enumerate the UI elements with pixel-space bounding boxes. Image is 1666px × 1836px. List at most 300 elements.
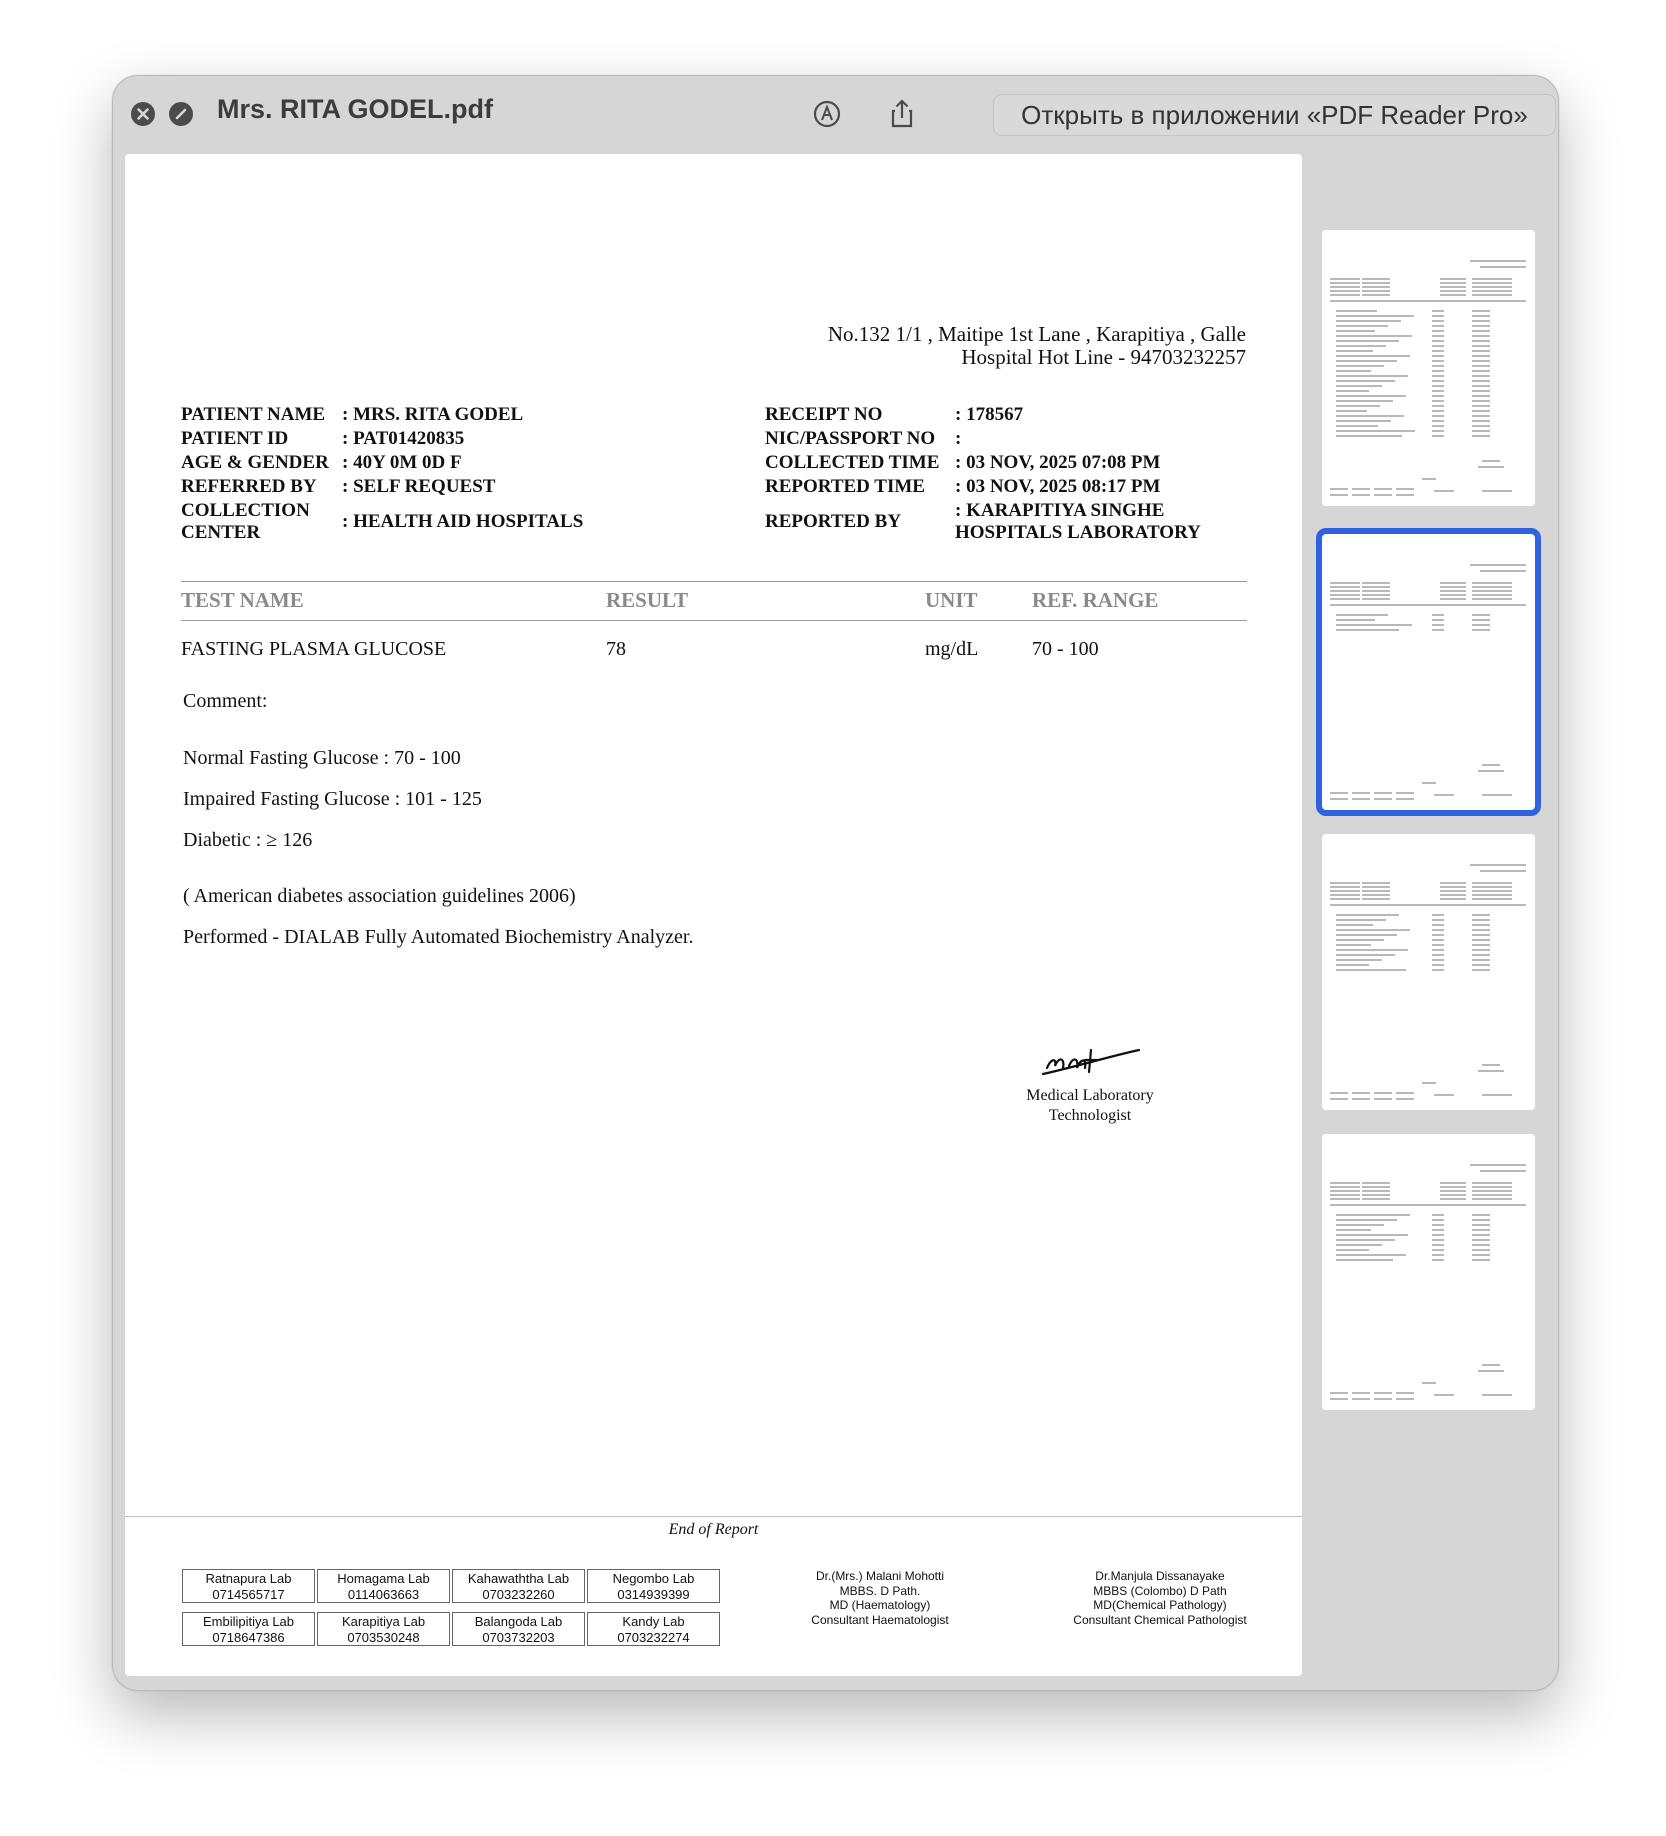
thumbnail-text-line [1432, 415, 1444, 417]
thumbnail-text-line [1362, 886, 1390, 888]
thumbnail-text-line [1432, 330, 1444, 332]
lab-phone: 0718647386 [212, 1630, 285, 1645]
thumbnail-text-line [1440, 278, 1466, 280]
share-icon[interactable] [884, 96, 920, 132]
thumbnail-text-line [1480, 266, 1526, 268]
thumbnail-text-line [1472, 385, 1490, 387]
thumbnail-text-line [1472, 380, 1490, 382]
thumbnail-text-line [1472, 290, 1512, 292]
thumbnail-text-line [1472, 425, 1490, 427]
thumbnail-text-line [1362, 890, 1390, 892]
thumbnail-text-line [1336, 390, 1369, 392]
thumbnail-text-line [1472, 949, 1490, 951]
thumbnail-text-line [1440, 1194, 1466, 1196]
col-test-name: TEST NAME [181, 588, 304, 612]
thumbnail-text-line [1352, 494, 1370, 496]
lab-name: Homagama Lab [337, 1571, 430, 1586]
thumbnail-text-line [1480, 570, 1526, 572]
thumbnail-text-line [1440, 286, 1466, 288]
thumbnail-text-line [1432, 629, 1444, 631]
thumbnail-text-line [1362, 278, 1390, 280]
thumbnail-text-line [1472, 924, 1490, 926]
patient-name-value: : MRS. RITA GODEL [342, 404, 524, 425]
lab-name: Karapitiya Lab [341, 1614, 426, 1629]
thumbnail-text-line [1336, 350, 1373, 352]
thumbnail-text-line [1440, 882, 1466, 884]
thumbnail-text-line [1336, 629, 1399, 631]
thumbnail-text-line [1330, 1092, 1348, 1094]
preview-window [112, 75, 1559, 1691]
thumbnail-text-line [1362, 598, 1390, 600]
thumbnail-text-line [1330, 494, 1348, 496]
thumbnail-text-line [1330, 886, 1360, 888]
thumbnail-text-line [1472, 1249, 1490, 1251]
thumbnail-text-line [1478, 1370, 1504, 1372]
thumbnail-text-line [1440, 1186, 1466, 1188]
thumbnail-text-line [1440, 586, 1466, 588]
pdf-page[interactable] [125, 154, 1302, 1676]
thumbnail-text-line [1352, 488, 1370, 490]
thumbnail-text-line [1336, 385, 1382, 387]
thumbnail-text-line [1330, 890, 1360, 892]
thumbnail-text-line [1352, 1392, 1370, 1394]
collected-time-label: COLLECTED TIME [765, 452, 940, 473]
comment-heading: Comment: [183, 690, 268, 712]
thumbnail-text-line [1472, 1234, 1490, 1236]
result-cell: 78 [606, 638, 626, 660]
thumbnail-text-line [1330, 282, 1360, 284]
thumbnail-text-line [1330, 882, 1360, 884]
thumbnail-text-line [1434, 490, 1454, 492]
thumbnail-text-line [1440, 290, 1466, 292]
thumbnail-text-line [1472, 629, 1490, 631]
thumbnail-text-line [1362, 286, 1390, 288]
thumbnail-text-line [1336, 1229, 1371, 1231]
thumbnail-text-line [1472, 315, 1490, 317]
thumbnail-text-line [1432, 405, 1444, 407]
thumbnail-text-line [1432, 1239, 1444, 1241]
thumbnail-text-line [1330, 582, 1360, 584]
thumbnail-text-line [1330, 1392, 1348, 1394]
unit-cell: mg/dL [925, 638, 979, 660]
thumbnail-text-line [1472, 1182, 1512, 1184]
thumbnail-text-line [1330, 792, 1348, 794]
thumbnail-text-line [1336, 355, 1410, 357]
thumbnail-text-line [1330, 598, 1360, 600]
thumbnail-text-line [1472, 586, 1512, 588]
comment-normal: Normal Fasting Glucose : 70 - 100 [183, 747, 461, 769]
thumbnail-text-line [1432, 969, 1444, 971]
thumbnail-text-line [1336, 400, 1393, 402]
thumbnail-text-line [1482, 460, 1500, 462]
thumbnail-text-line [1480, 1170, 1526, 1172]
collection-center-value: : HEALTH AID HOSPITALS [342, 511, 584, 532]
thumbnail-text-line [1432, 964, 1444, 966]
thumbnail-text-line [1472, 614, 1490, 616]
reported-time-value: : 03 NOV, 2025 08:17 PM [955, 476, 1161, 497]
thumbnail-text-line [1472, 1214, 1490, 1216]
thumbnail-text-line [1362, 1198, 1390, 1200]
thumbnail-text-line [1434, 1394, 1454, 1396]
thumbnail-text-line [1336, 430, 1415, 432]
thumbnail-text-line [1422, 478, 1436, 480]
thumbnail-text-line [1440, 1198, 1466, 1200]
thumbnail-text-line [1336, 959, 1382, 961]
thumbnail-text-line [1336, 345, 1386, 347]
lab-box [452, 1612, 585, 1646]
thumbnail-text-line [1472, 365, 1490, 367]
thumbnail-text-line [1472, 1259, 1490, 1261]
signature-title-1: Medical Laboratory [1026, 1087, 1154, 1104]
comment-diabetic: Diabetic : ≥ 126 [183, 829, 313, 851]
thumbnail-text-line [1432, 320, 1444, 322]
thumbnail-text-line [1362, 282, 1390, 284]
thumbnail-text-line [1472, 435, 1490, 437]
thumbnail-text-line [1330, 1198, 1360, 1200]
thumbnail-text-line [1432, 315, 1444, 317]
header-address: No.132 1/1 , Maitipe 1st Lane , Karapitiya , Galle [827, 322, 1246, 346]
page-thumbnail-3[interactable] [1322, 834, 1535, 1110]
lab-phone: 0314939399 [617, 1587, 690, 1602]
thumbnail-text-line [1330, 898, 1360, 900]
thumbnail-text-line [1330, 1190, 1360, 1192]
thumbnail-text-line [1472, 375, 1490, 377]
thumbnail-text-line [1472, 964, 1490, 966]
thumbnail-text-line [1374, 1392, 1392, 1394]
lab-phone: 0703232260 [482, 1587, 555, 1602]
thumbnail-text-line [1330, 904, 1526, 906]
thumbnail-text-line [1330, 1098, 1348, 1100]
collection-center-label-1: COLLECTION [181, 500, 310, 521]
lab-name: Negombo Lab [612, 1571, 695, 1586]
thumbnail-text-line [1422, 782, 1436, 784]
thumbnail-text-line [1440, 282, 1466, 284]
thumbnail-text-line [1336, 375, 1408, 377]
thumbnail-text-line [1330, 594, 1360, 596]
lab-name: Embilipitiya Lab [202, 1614, 295, 1629]
thumbnail-text-line [1440, 582, 1466, 584]
thumbnail-text-line [1472, 939, 1490, 941]
thumbnail-text-line [1362, 582, 1390, 584]
lab-phone: 0114063663 [347, 1587, 420, 1602]
comment-performed: Performed - DIALAB Fully Automated Biochemistry Analyzer. [183, 926, 694, 948]
thumbnail-text-line [1440, 1190, 1466, 1192]
comment-source: ( American diabetes association guidelines 2006) [183, 885, 576, 907]
thumbnail-text-line [1422, 1382, 1436, 1384]
signature-image [1041, 1044, 1141, 1078]
thumbnail-text-line [1330, 1398, 1348, 1400]
thumbnail-text-line [1432, 365, 1444, 367]
window-title: Mrs. RITA GODEL.pdf [217, 94, 493, 124]
thumbnail-text-line [1432, 1244, 1444, 1246]
thumbnail-text-line [1396, 488, 1414, 490]
thumbnail-text-line [1472, 619, 1490, 621]
thumbnail-text-line [1472, 355, 1490, 357]
collection-center-label-2: CENTER [181, 522, 261, 543]
thumbnail-text-line [1472, 294, 1512, 296]
thumbnail-text-line [1472, 335, 1490, 337]
doctor-title: Consultant Chemical Pathologist [1073, 1612, 1247, 1627]
thumbnail-text-line [1432, 340, 1444, 342]
thumbnail-text-line [1472, 1254, 1490, 1256]
thumbnail-text-line [1362, 590, 1390, 592]
thumbnail-text-line [1472, 882, 1512, 884]
markup-icon[interactable] [809, 96, 845, 132]
thumbnail-text-line [1336, 415, 1404, 417]
thumbnail-text-line [1472, 929, 1490, 931]
thumbnail-text-line [1432, 614, 1444, 616]
thumbnail-text-line [1336, 335, 1412, 337]
thumbnail-text-line [1336, 929, 1410, 931]
thumbnail-text-line [1472, 370, 1490, 372]
thumbnail-text-line [1330, 286, 1360, 288]
thumbnail-text-line [1374, 792, 1392, 794]
thumbnail-text-line [1336, 624, 1412, 626]
table-header-rule [181, 620, 1247, 621]
thumbnail-text-line [1336, 420, 1391, 422]
thumbnail-text-line [1352, 1092, 1370, 1094]
lab-phone: 0703732203 [482, 1630, 555, 1645]
doctor-qual: MD(Chemical Pathology) [1093, 1598, 1227, 1612]
thumbnail-text-line [1336, 1234, 1408, 1236]
thumbnail-text-line [1362, 898, 1390, 900]
thumbnail-text-line [1396, 1398, 1414, 1400]
thumbnail-text-line [1432, 335, 1444, 337]
nic-passport-value: : [955, 428, 962, 449]
thumbnail-text-line [1330, 1204, 1526, 1206]
thumbnail-text-line [1482, 1094, 1512, 1096]
thumbnail-text-line [1432, 435, 1444, 437]
page-thumbnail-2[interactable] [1322, 534, 1535, 810]
thumbnail-text-line [1434, 794, 1454, 796]
thumbnail-text-line [1472, 390, 1490, 392]
page-thumbnail-1[interactable] [1322, 230, 1535, 506]
thumbnail-text-line [1472, 1229, 1490, 1231]
thumbnail-text-line [1472, 919, 1490, 921]
thumbnail-text-line [1352, 792, 1370, 794]
thumbnail-text-line [1432, 949, 1444, 951]
thumbnail-text-line [1336, 405, 1380, 407]
thumbnail-text-line [1336, 1249, 1369, 1251]
doctor-name: Dr.(Mrs.) Malani Mohotti [815, 1569, 945, 1583]
thumbnail-text-line [1336, 1224, 1384, 1226]
comment-impaired: Impaired Fasting Glucose : 101 - 125 [183, 788, 482, 810]
thumbnail-text-line [1432, 1249, 1444, 1251]
thumbnail-text-line [1472, 286, 1512, 288]
thumbnail-text-line [1440, 894, 1466, 896]
thumbnail-text-line [1432, 934, 1444, 936]
collected-time-value: : 03 NOV, 2025 07:08 PM [955, 452, 1161, 473]
thumbnail-text-line [1432, 1219, 1444, 1221]
lab-phone: 0703530248 [347, 1630, 420, 1645]
thumbnail-text-line [1432, 1234, 1444, 1236]
reported-by-label: REPORTED BY [765, 511, 902, 532]
reported-by-value-1: : KARAPITIYA SINGHE [955, 500, 1165, 521]
doctor-haematologist [780, 1569, 980, 1627]
thumbnail-text-line [1336, 934, 1397, 936]
table-top-rule [181, 581, 1247, 582]
thumbnail-text-line [1472, 1198, 1512, 1200]
thumbnail-text-line [1472, 890, 1512, 892]
doctor-qual: MBBS. D Path. [839, 1583, 921, 1598]
thumbnail-text-line [1440, 598, 1466, 600]
doctor-qual: MBBS (Colombo) D Path [1093, 1583, 1227, 1598]
title-bar [113, 76, 1558, 154]
thumbnail-text-line [1472, 590, 1512, 592]
lab-box [182, 1612, 315, 1646]
thumbnail-text-line [1374, 798, 1392, 800]
thumbnail-text-line [1434, 1094, 1454, 1096]
reported-by-value-2: HOSPITALS LABORATORY [955, 522, 1201, 543]
thumbnail-text-line [1362, 882, 1390, 884]
thumbnail-text-line [1336, 619, 1375, 621]
thumbnail-text-line [1472, 959, 1490, 961]
referred-by-value: : SELF REQUEST [342, 476, 496, 497]
thumbnail-text-line [1362, 894, 1390, 896]
lab-name: Ratnapura Lab [205, 1571, 292, 1586]
thumbnail-text-line [1330, 1182, 1360, 1184]
thumbnail-text-line [1472, 330, 1490, 332]
thumbnail-text-line [1440, 898, 1466, 900]
thumbnail-text-line [1470, 1164, 1526, 1166]
thumbnail-text-line [1396, 792, 1414, 794]
thumbnail-text-line [1432, 370, 1444, 372]
thumbnail-text-line [1336, 410, 1367, 412]
thumbnail-text-line [1374, 488, 1392, 490]
thumbnail-text-line [1432, 420, 1444, 422]
thumbnail-text-line [1482, 1394, 1512, 1396]
thumbnail-text-line [1472, 410, 1490, 412]
thumbnail-text-line [1422, 1082, 1436, 1084]
thumbnail-text-line [1396, 1098, 1414, 1100]
doctor-qual: MD (Haematology) [829, 1598, 931, 1612]
thumbnail-text-line [1336, 360, 1397, 362]
thumbnail-text-line [1472, 934, 1490, 936]
thumbnail-text-line [1472, 1224, 1490, 1226]
thumbnail-text-line [1362, 1190, 1390, 1192]
receipt-no-label: RECEIPT NO [765, 404, 883, 425]
open-in-app-button[interactable]: Открыть в приложении «PDF Reader Pro» [993, 94, 1556, 136]
thumbnail-text-line [1472, 1219, 1490, 1221]
thumbnail-text-line [1336, 1254, 1406, 1256]
thumbnail-text-line [1362, 1194, 1390, 1196]
thumbnail-text-line [1432, 914, 1444, 916]
thumbnail-text-line [1472, 894, 1512, 896]
receipt-no-value: : 178567 [955, 404, 1024, 425]
thumbnail-text-line [1336, 1219, 1397, 1221]
thumbnail-text-line [1470, 864, 1526, 866]
thumbnail-text-line [1432, 380, 1444, 382]
lab-name: Kandy Lab [622, 1614, 685, 1629]
thumbnail-text-line [1440, 294, 1466, 296]
doctor-chemical-pathologist [1055, 1569, 1265, 1627]
thumbnail-text-line [1432, 390, 1444, 392]
lab-phone: 0703232274 [617, 1630, 690, 1645]
thumbnail-text-line [1472, 969, 1490, 971]
thumbnail-text-line [1330, 488, 1348, 490]
thumbnail-text-line [1396, 494, 1414, 496]
thumbnail-text-line [1482, 764, 1500, 766]
thumbnail-sidebar [1308, 154, 1558, 1690]
thumbnail-text-line [1336, 310, 1377, 312]
thumbnail-text-line [1472, 350, 1490, 352]
thumbnail-text-line [1330, 294, 1360, 296]
thumbnail-text-line [1330, 604, 1526, 606]
thumbnail-text-line [1470, 564, 1526, 566]
thumbnail-text-line [1440, 886, 1466, 888]
thumbnail-text-line [1478, 770, 1504, 772]
signature-title-2: Technologist [1048, 1107, 1132, 1124]
thumbnail-text-line [1362, 594, 1390, 596]
thumbnail-text-line [1336, 340, 1399, 342]
thumbnail-text-line [1472, 886, 1512, 888]
thumbnail-text-line [1336, 1239, 1395, 1241]
thumbnail-text-line [1374, 494, 1392, 496]
page-thumbnail-4[interactable] [1322, 1134, 1535, 1410]
close-icon[interactable] [131, 102, 155, 126]
thumbnail-text-line [1432, 959, 1444, 961]
lab-box [317, 1569, 450, 1603]
thumbnail-text-line [1432, 929, 1444, 931]
patient-id-value: : PAT01420835 [342, 428, 465, 449]
thumbnail-text-line [1432, 400, 1444, 402]
referred-by-label: REFERRED BY [181, 476, 317, 497]
thumbnail-text-line [1472, 1186, 1512, 1188]
thumbnail-text-line [1336, 1259, 1393, 1261]
thumbnail-text-line [1432, 355, 1444, 357]
thumbnail-text-line [1432, 1229, 1444, 1231]
thumbnail-text-line [1352, 1098, 1370, 1100]
thumbnail-text-line [1330, 290, 1360, 292]
thumbnail-text-line [1440, 890, 1466, 892]
thumbnail-text-line [1374, 1098, 1392, 1100]
thumbnail-text-line [1432, 395, 1444, 397]
thumbnail-text-line [1472, 594, 1512, 596]
thumbnail-text-line [1472, 598, 1512, 600]
thumbnail-text-line [1330, 278, 1360, 280]
thumbnail-text-line [1336, 315, 1414, 317]
thumbnail-text-line [1352, 798, 1370, 800]
thumbnail-text-line [1336, 924, 1373, 926]
thumbnail-text-line [1432, 1224, 1444, 1226]
thumbnail-text-line [1432, 939, 1444, 941]
thumbnail-text-line [1472, 582, 1512, 584]
lab-box [317, 1612, 450, 1646]
thumbnail-text-line [1472, 405, 1490, 407]
thumbnail-text-line [1440, 594, 1466, 596]
thumbnail-text-line [1432, 919, 1444, 921]
ref-range-cell: 70 - 100 [1032, 638, 1099, 660]
thumbnail-text-line [1432, 1259, 1444, 1261]
thumbnail-text-line [1336, 614, 1388, 616]
thumbnail-text-line [1432, 1254, 1444, 1256]
thumbnail-text-line [1472, 1194, 1512, 1196]
thumbnail-text-line [1432, 360, 1444, 362]
lab-box [452, 1569, 585, 1603]
thumbnail-text-line [1472, 400, 1490, 402]
lab-phone: 0714565717 [212, 1587, 285, 1602]
thumbnail-text-line [1336, 370, 1371, 372]
age-gender-value: : 40Y 0M 0D F [342, 452, 462, 473]
thumbnail-text-line [1336, 1214, 1410, 1216]
no-entry-icon[interactable] [169, 102, 193, 126]
thumbnail-text-line [1336, 954, 1395, 956]
thumbnail-text-line [1472, 360, 1490, 362]
thumbnail-text-line [1330, 586, 1360, 588]
thumbnail-text-line [1374, 1398, 1392, 1400]
thumbnail-text-line [1472, 430, 1490, 432]
thumbnail-text-line [1440, 590, 1466, 592]
